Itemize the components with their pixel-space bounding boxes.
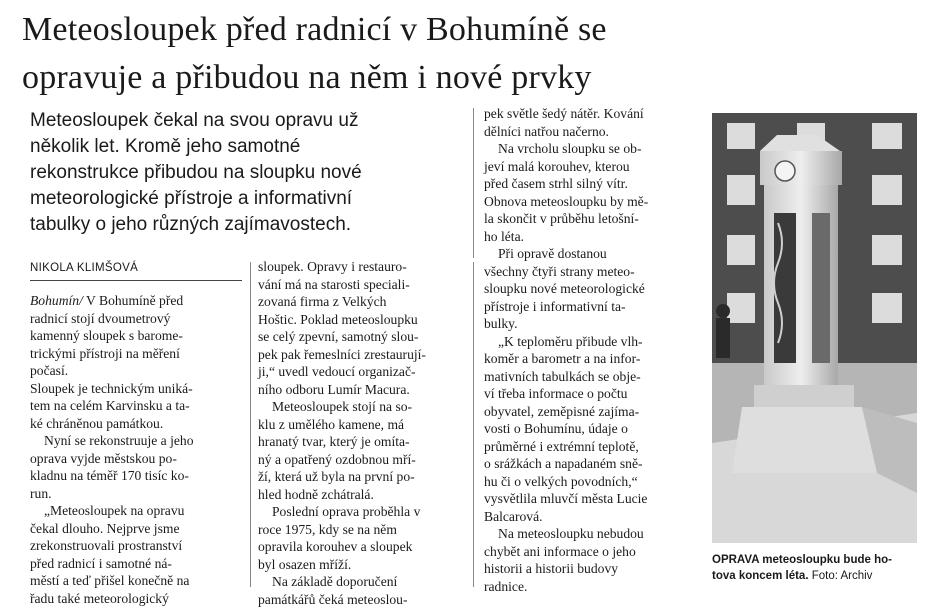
column-line: před radnicí i samotné ná- — [30, 555, 242, 573]
column-line: radnice. — [484, 578, 696, 596]
column-line: ný a opatřený ozdobnou mří- — [258, 451, 464, 469]
column-line: zovaná firma z Velkých — [258, 293, 464, 311]
column-line: „Meteosloupek na opravu — [30, 502, 242, 520]
dateline-place: Bohumín/ — [30, 293, 83, 308]
column-line: hled hodně zchátralá. — [258, 486, 464, 504]
article-column-3 — [484, 105, 696, 595]
column-line: obyvatel, zeměpisné zajíma- — [484, 403, 696, 421]
column-line: vání má na starosti speciali- — [258, 276, 464, 294]
column-line: „K teploměru přibude vlh- — [484, 333, 696, 351]
column-line: klu z umělého kamene, má — [258, 416, 464, 434]
column-line: hu či o velkých povodních,“ — [484, 473, 696, 491]
column-line: opravila korouhev a sloupek — [258, 538, 464, 556]
column-line: ji,“ uvedl vedoucí organizač- — [258, 363, 464, 381]
headline-line: opravuje a přibudou na něm i nové prvky — [22, 54, 912, 102]
column-line: Na vrcholu sloupku se ob- — [484, 140, 696, 158]
caption-line: OPRAVA meteosloupku bude ho- — [712, 552, 922, 568]
column-line: čekal dlouho. Nejprve jsme — [30, 520, 242, 538]
column-line: vosti o Bohumínu, údaje o — [484, 420, 696, 438]
byline-rule — [30, 280, 242, 281]
column-line: Obnova meteosloupku by mě- — [484, 193, 696, 211]
column-line: oprava vyjde městskou po- — [30, 450, 242, 468]
column-line — [30, 292, 242, 310]
column-line: Balcarová. — [484, 508, 696, 526]
column-line: byl osazen mříží. — [258, 556, 464, 574]
column-line: ního odboru Lumír Macura. — [258, 381, 464, 399]
lead-line: několik let. Kromě jeho samotné — [30, 134, 470, 160]
meteo-column-photo — [712, 113, 917, 543]
column-line: se celý zpevní, samotný slou- — [258, 328, 464, 346]
column-line: sloupek. Opravy i restauro- — [258, 258, 464, 276]
byline: NIKOLA KLIMŠOVÁ — [30, 262, 138, 274]
article-photo — [712, 113, 917, 543]
column-rule — [473, 108, 474, 258]
column-line: ví třeba informace o počtu — [484, 385, 696, 403]
column-line: roce 1975, kdy se na něm — [258, 521, 464, 539]
column-line: pek světle šedý nátěr. Kování — [484, 105, 696, 123]
column-line: památkářů čeká meteoslou- — [258, 591, 464, 608]
column-line: jeví malá korouhev, kterou — [484, 158, 696, 176]
column-line: přístroje i informativní ta- — [484, 298, 696, 316]
lead-paragraph — [30, 108, 470, 238]
lead-line: Meteosloupek čekal na svou opravu už — [30, 108, 470, 134]
column-line: Meteosloupek stojí na so- — [258, 398, 464, 416]
column-line: Na meteosloupku nebudou — [484, 525, 696, 543]
column-line: kladnu na téměř 170 tisíc ko- — [30, 467, 242, 485]
lead-line: tabulky o jeho různých zajímavostech. — [30, 212, 470, 238]
column-line: řadu také meteorologický — [30, 590, 242, 608]
column-line: počasí. — [30, 362, 242, 380]
photo-credit: Foto: Archiv — [809, 570, 873, 582]
column-line: historii a historii budovy — [484, 560, 696, 578]
column-line: kamenný sloupek s barome- — [30, 327, 242, 345]
column-line: Na základě doporučení — [258, 573, 464, 591]
photo-caption — [712, 552, 922, 584]
lead-line: rekonstrukce přibudou na sloupku nové — [30, 160, 470, 186]
column-line: Hoštic. Poklad meteosloupku — [258, 311, 464, 329]
column-line: run. — [30, 485, 242, 503]
column-line: zrekonstruovali prostranství — [30, 537, 242, 555]
column-line: ho léta. — [484, 228, 696, 246]
headline-line: Meteosloupek před radnicí v Bohumíně se — [22, 6, 912, 54]
column-line: Nyní se rekonstruuje a jeho — [30, 432, 242, 450]
column-line: ží, která už byla na první po- — [258, 468, 464, 486]
column-line: chybět ani informace o jeho — [484, 543, 696, 561]
column-line: bulky. — [484, 315, 696, 333]
column-line: hranatý tvar, který je omíta- — [258, 433, 464, 451]
column-line: před časem strhl silný vítr. — [484, 175, 696, 193]
lead-line: meteorologické přístroje a informativní — [30, 186, 470, 212]
column-line: průměrné i extrémní teplotě, — [484, 438, 696, 456]
column-rule — [250, 262, 251, 587]
column-line: o srážkách a napadaném sně- — [484, 455, 696, 473]
column-line: pek pak řemeslníci zrestaurují- — [258, 346, 464, 364]
column-line: vysvětlila mluvčí města Lucie — [484, 490, 696, 508]
column-line: koměr a barometr a na infor- — [484, 350, 696, 368]
column-line: Poslední oprava proběhla v — [258, 503, 464, 521]
column-line: městí a teď přišel konečně na — [30, 572, 242, 590]
caption-line — [712, 568, 922, 584]
caption-bold: tova koncem léta. — [712, 570, 809, 582]
column-line: ké chráněnou památkou. — [30, 415, 242, 433]
column-line: sloupku nové meteorologické — [484, 280, 696, 298]
headline — [22, 6, 912, 102]
column-line: trickými přístroji na měření — [30, 345, 242, 363]
column-line: la skončit v průběhu letošní- — [484, 210, 696, 228]
column-line: dělníci natřou načerno. — [484, 123, 696, 141]
column-line: radnicí stojí dvoumetrový — [30, 310, 242, 328]
article-column-2 — [258, 258, 464, 608]
article-column-1 — [30, 292, 242, 607]
column-line: mativních tabulkách se obje- — [484, 368, 696, 386]
column-line: Při opravě dostanou — [484, 245, 696, 263]
column-line: všechny čtyři strany meteo- — [484, 263, 696, 281]
dateline-text: V Bohumíně před — [83, 293, 183, 308]
column-rule — [473, 262, 474, 587]
column-line: tem na celém Karvinsku a ta- — [30, 397, 242, 415]
column-line: Sloupek je technickým uniká- — [30, 380, 242, 398]
